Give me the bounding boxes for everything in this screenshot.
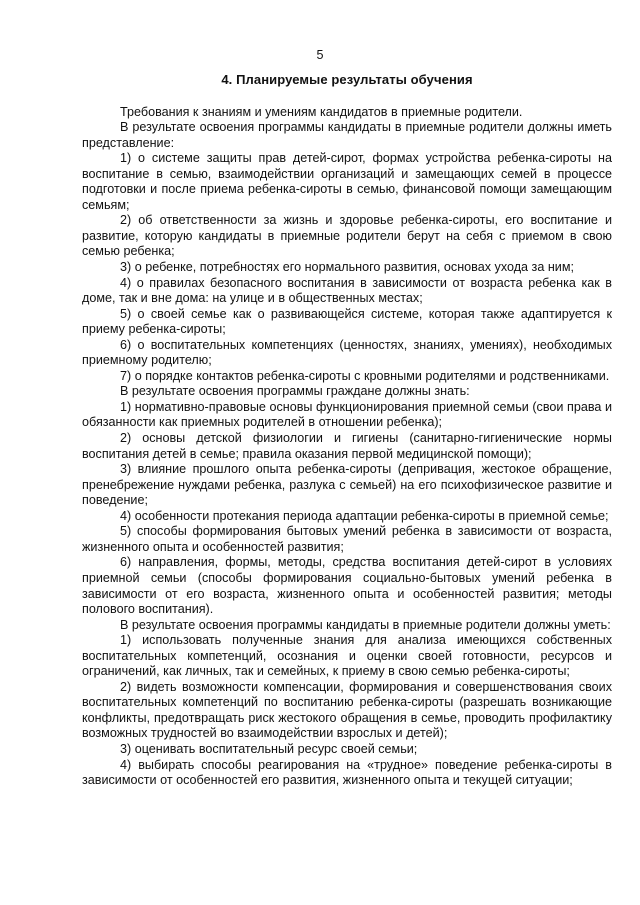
paragraph-should-have-idea: В результате освоения программы кандидаты в приемные родители должны иметь представление: [82,120,612,150]
paragraph-idea-item-4: 4) о правилах безопасного воспитания в зависимости от возраста ребенка как в доме, так и вне дома: на улице и в общественных местах; [82,275,612,306]
paragraph-idea-item-6: 6) о воспитательных компетенциях (ценностях, знаниях, умениях), необходимых приемному родителю; [82,337,612,368]
document-page [82,58,612,789]
paragraph-requirements-intro: Требования к знаниям и умениям кандидатов в приемные родители. [120,104,523,119]
paragraph-know-item-5: 5) способы формирования бытовых умений ребенка в зависимости от возраста, жизненного опыта и особенностей развития; [82,524,612,554]
paragraph-idea-item-3: 3) о ребенке, потребностях его нормального развития, основах ухода за ним; [120,260,574,275]
paragraph-should-be-able: В результате освоения программы кандидаты в приемные родители должны уметь: [120,617,611,632]
paragraph-know-item-4: 4) особенности протекания периода адаптации ребенка-сироты в приемной семье; [120,508,609,523]
paragraph-idea-item-1: 1) о системе защиты прав детей-сирот, формах устройства ребенка-сироты на воспитание в семью, взаимодействии организаций и замещающих семей в процессе подготовки и после приема ребенка-сироты в семью, финансовой помощи замещающим семьям; [82,151,612,212]
paragraph-able-item-3: 3) оценивать воспитательный ресурс своей семьи; [120,741,418,756]
paragraph-know-item-2: 2) основы детской физиологии и гигиены (санитарно-гигиенические нормы воспитания детей в семье; правила оказания первой медицинской помощи); [82,431,612,461]
paragraph-idea-item-7: 7) о порядке контактов ребенка-сироты с кровными родителями и родственниками. [120,368,610,383]
paragraph-should-know: В результате освоения программы граждане должны знать: [120,384,470,399]
section-heading: 4. Планируемые результаты обучения [221,72,473,87]
paragraph-idea-item-2: 2) об ответственности за жизнь и здоровье ребенка-сироты, его воспитание и развитие, которую кандидаты в приемные родители берут на себя с приемом в свою семью ребенка; [82,213,612,259]
paragraph-able-item-4: 4) выбирать способы реагирования на «трудное» поведение ребенка-сироты в зависимости от особенностей его развития, жизненного опыта и текущей ситуации; [82,757,612,788]
paragraph-know-item-6: 6) направления, формы, методы, средства воспитания детей-сирот в условиях приемной семьи (способы формирования социально-бытовых умений ребенка в зависимости от его возраста, жизненного опыта и особенностей развития; методы полового воспитания). [82,555,612,617]
page-number: 5 [316,48,324,62]
paragraph-know-item-1: 1) нормативно-правовые основы функционирования приемной семьи (свои права и обязанности как приемных родителей в отношении ребенка); [82,399,612,430]
paragraph-know-item-3: 3) влияние прошлого опыта ребенка-сироты (депривация, жестокое обращение, пренебрежение нуждами ребенка, разлука с семьей) на его психофизическое развитие и поведение; [82,462,612,508]
paragraph-idea-item-5: 5) о своей семье как о развивающейся системе, которая также адаптируется к приему ребенка-сироты; [82,306,612,337]
paragraph-able-item-2: 2) видеть возможности компенсации, формирования и совершенствования своих воспитательных компетенций по воспитанию ребенка-сироты (разрешать возникающие конфликты, предотвращать риск жестокого обращения в семье, проводить профилактику возможных трудностей во взаимодействии взрослых и детей); [82,679,612,741]
paragraph-able-item-1: 1) использовать полученные знания для анализа имеющихся собственных воспитательных компетенций, осознания и оценки своей готовности, ресурсов и ограничений, как личных, так и семейных, к приему в свою семью ребенка-сироты; [82,633,612,679]
